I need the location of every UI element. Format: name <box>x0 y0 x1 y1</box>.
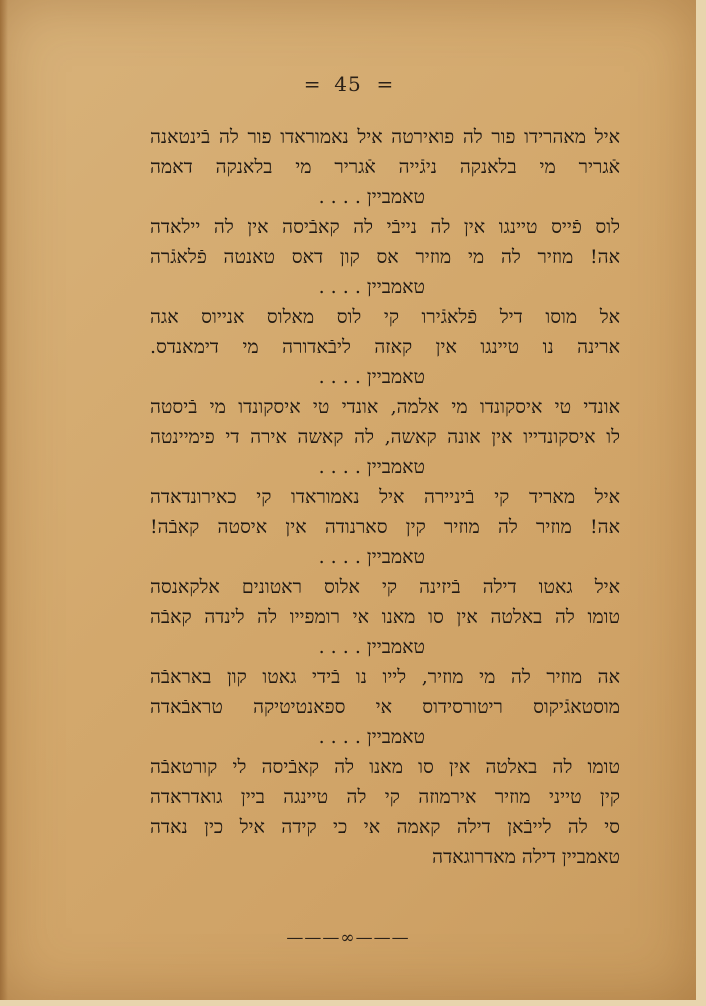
page-number-header <box>0 72 696 96</box>
stanza <box>150 482 620 572</box>
poem-text <box>150 122 620 872</box>
verse-line: קין טייני מוזיר אירמוזה קי לה טיינגה ביין גואדראדה <box>150 786 620 808</box>
verse-line: אה! מוזיר לה מוזיר קין סארנודה אין איסטה קאבֿה! <box>150 516 620 538</box>
refrain-line: טאמביין . . . . <box>318 456 425 478</box>
stanza <box>150 302 620 392</box>
verse-line: אל מוסו דיל פֿלאגֿירו קי לוס מאלוס אנייוס אגה <box>150 306 620 328</box>
verse-line: טומו לה באלטה אין סו מאנו לה קאבֿיסה לי קורטאבֿה <box>150 756 620 778</box>
page-number-right-mark: = <box>376 72 393 96</box>
refrain-line: טאמביין . . . . <box>318 636 425 658</box>
verse-line: איל גאטו דילה בֿיזינה קי אלוס ראטונים אלקאנסה <box>150 576 620 598</box>
refrain-line: טאמביין . . . . <box>318 366 425 388</box>
refrain-line: טאמביין דילה מאדרוגאדה <box>432 846 620 868</box>
refrain-line: טאמביין . . . . <box>318 186 425 208</box>
verse-line: ארינה נו טיינגו אין קאזה ליבֿאדורה מי דימאנדס. <box>150 336 620 358</box>
stanza <box>150 392 620 482</box>
verse-line: אֿגריר מי בלאנקה ניגֿייה אֿגריר מי בלאנקה דאמה <box>150 156 620 178</box>
verse-line: סי לה לייבֿאן דילה קאמה אי כי קידה איל כין נאדה <box>150 816 620 838</box>
stanza <box>150 572 620 662</box>
stanza <box>150 212 620 302</box>
page-number: 45 <box>334 72 362 96</box>
stanza <box>150 752 620 872</box>
page-number-left-mark: = <box>303 72 320 96</box>
verse-line: טומו לה באלטה אין סו מאנו אי רומפייו לה לינדה קאבֿה <box>150 606 620 628</box>
page-spine-shadow <box>0 0 8 1000</box>
refrain-line: טאמביין . . . . <box>318 276 425 298</box>
verse-line: איל מאריד קי בֿיניירה איל נאמוראדו קי כאירונדאדה <box>150 486 620 508</box>
verse-line: אונדי טי איסקונדו מי אלמה, אונדי טי איסקונדו מי בֿיסטה <box>150 396 620 418</box>
verse-line: לוס פֿייס טיינגו אין לה נייבֿי לה קאבֿיסה אין לה יילאדה <box>150 216 620 238</box>
verse-line: לו איסקונדייו אין אונה קאשה, לה קאשה אירה די פימיינטה <box>150 426 620 448</box>
verse-line: אה מוזיר לה מי מוזיר, לייו נו בֿידי גאטו קון באראבֿה <box>150 666 620 688</box>
refrain-line: טאמביין . . . . <box>318 726 425 748</box>
refrain-line: טאמביין . . . . <box>318 546 425 568</box>
verse-line: איל מאהרידו פור לה פואירטה איל נאמוראדו פור לה בֿינטאנה <box>150 126 620 148</box>
stanza <box>150 122 620 212</box>
end-ornament: ———∞——— <box>286 928 410 948</box>
verse-line: אה! מוזיר לה מי מוזיר אס קון דאס טאנטה פֿלאגֿרה <box>150 246 620 268</box>
stanza <box>150 662 620 752</box>
verse-line: מוסטאגֿיקוס ריטורסידוס אי ספאנטיטיקה טראבֿאדה <box>150 696 620 718</box>
